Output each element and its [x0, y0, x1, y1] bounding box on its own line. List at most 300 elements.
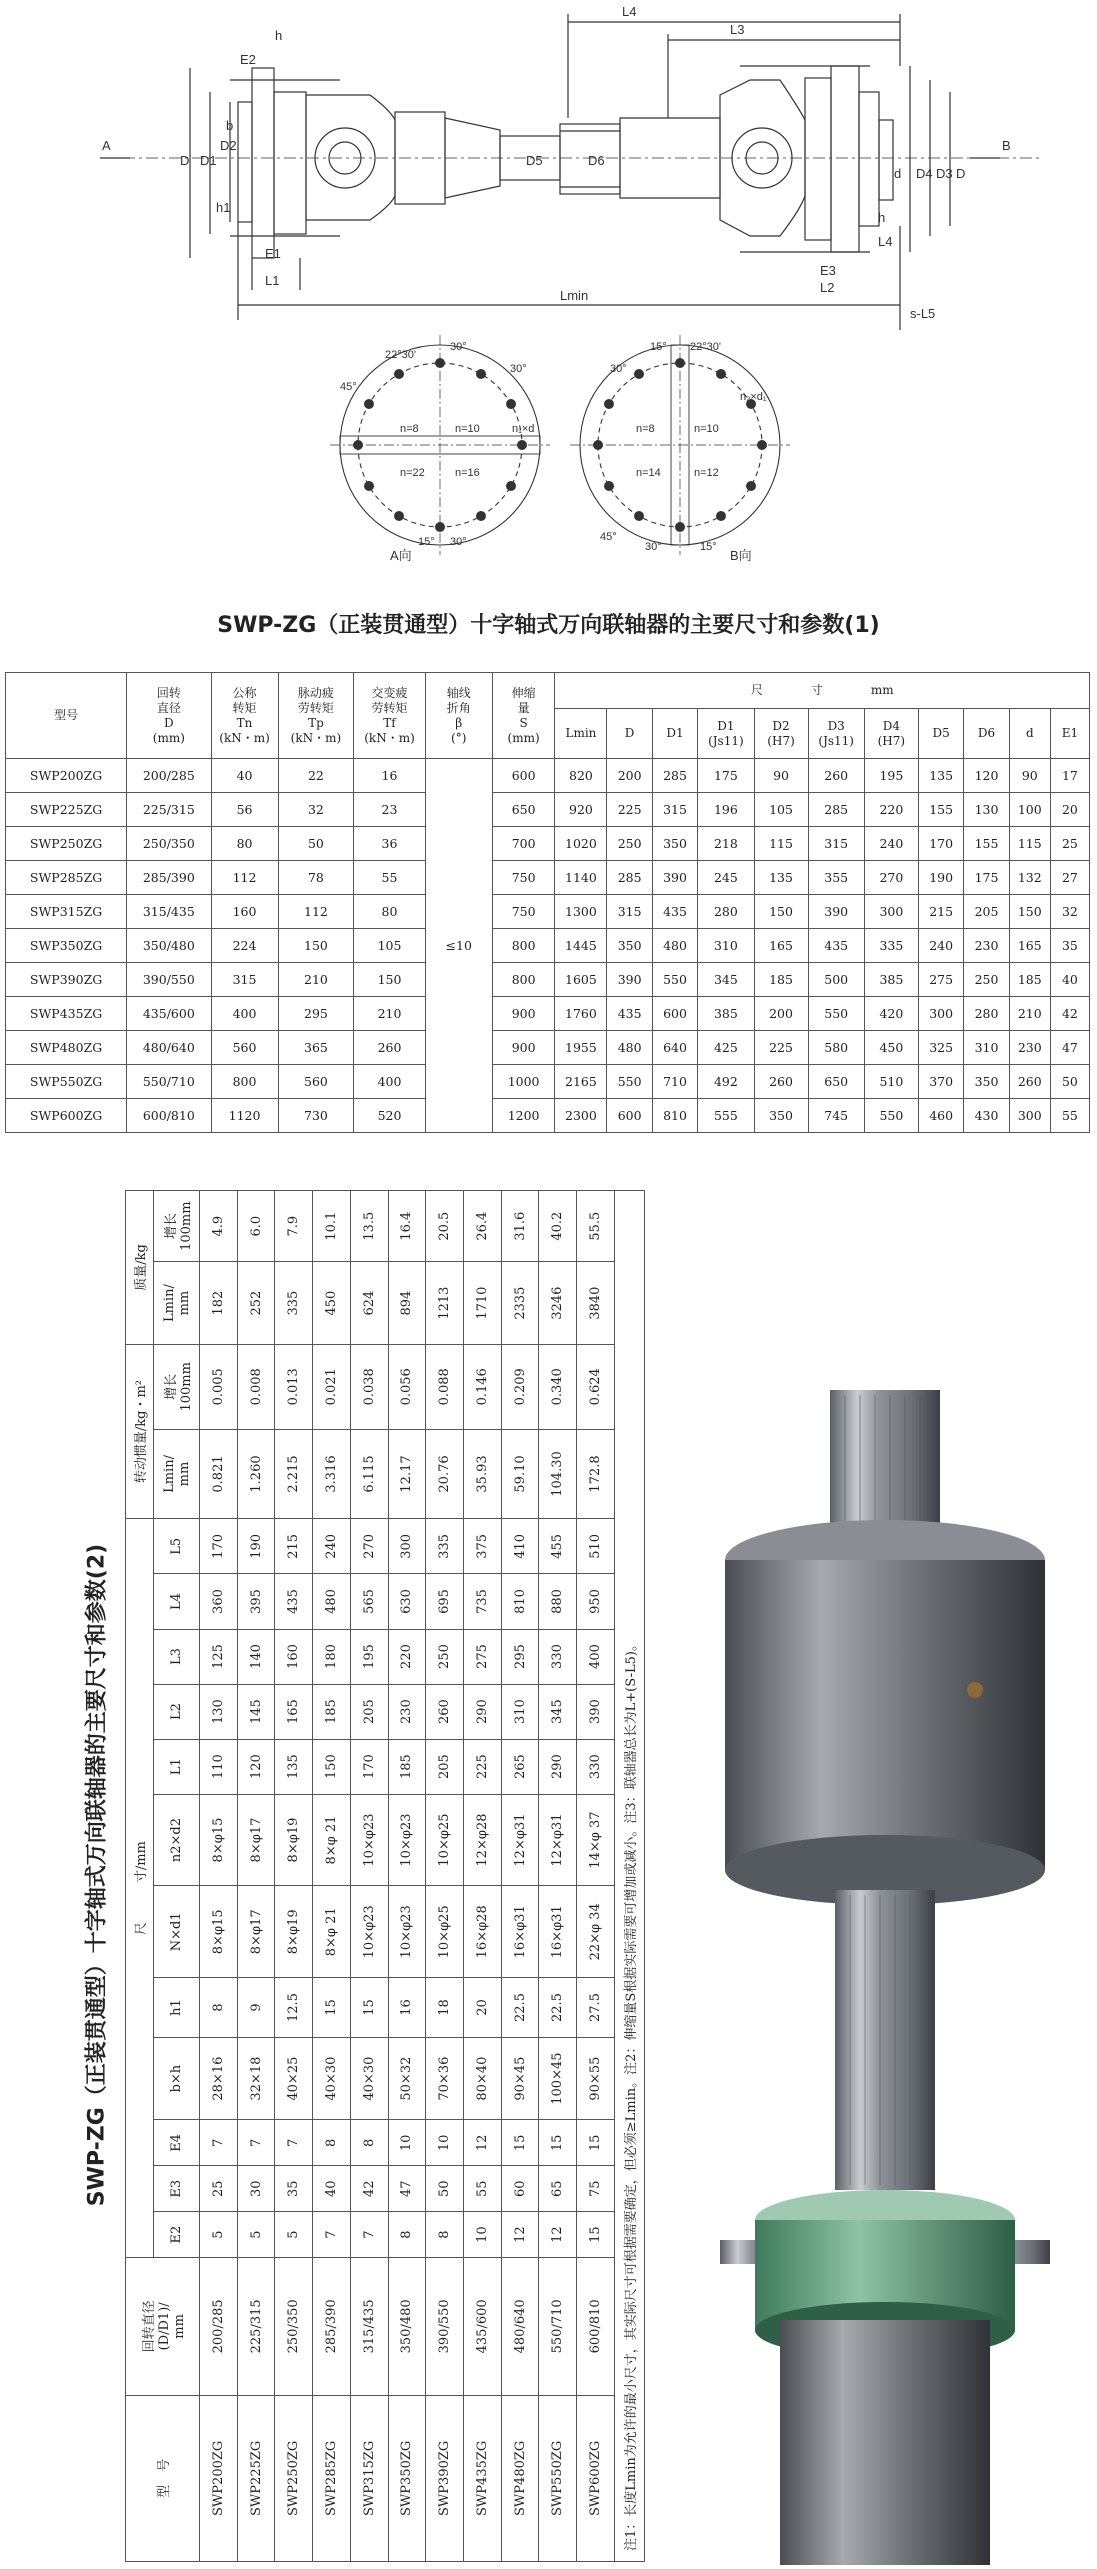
- cell-dim: 370: [918, 1065, 963, 1099]
- t2-subhead-cell: L1: [154, 1739, 200, 1794]
- cell-dim: 315: [808, 827, 864, 861]
- cell-value: 295: [501, 1629, 539, 1684]
- cell-dim: 185: [754, 963, 808, 997]
- cell-value: 8×φ 21: [313, 1794, 351, 1886]
- section-a-n10: n=10: [455, 423, 480, 435]
- t2-subhead-cell: E2: [154, 2212, 200, 2258]
- cell-value: 1213: [426, 1262, 464, 1345]
- cell-dim: 200: [607, 759, 652, 793]
- cell-value: 35: [275, 2166, 313, 2212]
- cell-value: 695: [426, 1574, 464, 1629]
- cell-swing-dia: 315/435: [350, 2258, 388, 2396]
- cell-value: 250: [426, 1629, 464, 1684]
- table-row: [6, 1065, 1090, 1099]
- cell-dim: 480: [607, 1031, 652, 1065]
- cell-value: 8: [313, 2120, 351, 2166]
- t2-head-mass-group: 质量/kg: [126, 1191, 154, 1345]
- section-a-n8: n=8: [400, 423, 419, 435]
- cell-nominal-torque: 560: [211, 1031, 278, 1065]
- section-b-n14: n=14: [636, 467, 661, 479]
- cell-value: 110: [200, 1739, 238, 1794]
- t1-head-angle: 轴线 折角 β (°): [425, 673, 492, 759]
- cell-angle: ≤10: [425, 759, 492, 1133]
- cell-value: 15: [539, 2120, 577, 2166]
- cell-value: 735: [464, 1574, 502, 1629]
- t1-head-lmin: Lmin: [555, 709, 607, 759]
- cell-value: 3840: [577, 1262, 615, 1345]
- cell-dim: 500: [808, 963, 864, 997]
- cell-value: 310: [501, 1684, 539, 1739]
- cell-value: 6.115: [350, 1429, 388, 1518]
- section-b-angle-5: 30°: [645, 541, 662, 553]
- cell-dim: 20: [1050, 793, 1089, 827]
- dim-d-left: D: [180, 153, 190, 168]
- cell-value: 3246: [539, 1262, 577, 1345]
- cell-nominal-torque: 224: [211, 929, 278, 963]
- cell-dim: 205: [964, 895, 1009, 929]
- cell-dim: 435: [607, 997, 652, 1031]
- section-a-angle-3: 45°: [340, 381, 357, 393]
- cell-swing-dia: 550/710: [539, 2258, 577, 2396]
- cell-model: SWP550ZG: [539, 2395, 577, 2561]
- cell-dim: 310: [964, 1031, 1009, 1065]
- cell-value: 375: [464, 1519, 502, 1574]
- cell-dim: 1760: [555, 997, 607, 1031]
- cell-value: 8: [388, 2212, 426, 2258]
- cell-dim: 325: [918, 1031, 963, 1065]
- cell-dim: 150: [754, 895, 808, 929]
- cell-value: 170: [200, 1519, 238, 1574]
- table-row: [464, 1191, 502, 2562]
- cell-dim: 132: [1009, 861, 1050, 895]
- t2-subhead-cell: 增长 100mm: [154, 1191, 200, 1262]
- t2-head-inertia-group: 转动惯量/kg・m²: [126, 1344, 154, 1518]
- dim-b: b: [226, 118, 234, 133]
- cell-value: 0.038: [350, 1344, 388, 1429]
- cell-value: 40×30: [350, 2037, 388, 2120]
- cell-dim: 1955: [555, 1031, 607, 1065]
- section-a-angle-2: 30°: [450, 341, 467, 353]
- cell-value: 40.2: [539, 1191, 577, 1262]
- table-row: [6, 997, 1090, 1031]
- cell-value: 195: [350, 1629, 388, 1684]
- cell-value: 26.4: [464, 1191, 502, 1262]
- cell-value: 630: [388, 1574, 426, 1629]
- cell-dim: 310: [698, 929, 754, 963]
- cell-value: 140: [237, 1629, 275, 1684]
- cell-value: 42: [350, 2166, 388, 2212]
- cell-dim: 1140: [555, 861, 607, 895]
- cell-dim: 25: [1050, 827, 1089, 861]
- cell-dim: 425: [698, 1031, 754, 1065]
- cell-nominal-torque: 315: [211, 963, 278, 997]
- cell-dim: 550: [808, 997, 864, 1031]
- cell-value: 395: [237, 1574, 275, 1629]
- cell-dim: 350: [754, 1099, 808, 1133]
- cell-value: 275: [464, 1629, 502, 1684]
- cell-model: SWP435ZG: [464, 2395, 502, 2561]
- cell-value: 40×30: [313, 2037, 351, 2120]
- cell-dim: 260: [1009, 1065, 1050, 1099]
- cell-value: 172.8: [577, 1429, 615, 1518]
- cell-dim: 385: [698, 997, 754, 1031]
- cell-value: 624: [350, 1262, 388, 1345]
- cell-dim: 510: [864, 1065, 918, 1099]
- cell-model: SWP250ZG: [275, 2395, 313, 2561]
- cell-value: 0.340: [539, 1344, 577, 1429]
- dim-l2: L2: [820, 280, 835, 295]
- cell-dim: 492: [698, 1065, 754, 1099]
- cell-dim: 185: [1009, 963, 1050, 997]
- cell-dim: 50: [1050, 1065, 1089, 1099]
- dim-lmin: Lmin: [560, 288, 589, 303]
- cell-nominal-torque: 160: [211, 895, 278, 929]
- cell-value: 0.821: [200, 1429, 238, 1518]
- cell-model: SWP350ZG: [6, 929, 127, 963]
- cell-dim: 600: [607, 1099, 652, 1133]
- cell-dim: 1020: [555, 827, 607, 861]
- cell-value: 32×18: [237, 2037, 275, 2120]
- dim-d-right-small: d: [894, 166, 902, 181]
- cell-dim: 190: [918, 861, 963, 895]
- section-b-angle-4: 45°: [600, 531, 617, 543]
- cell-value: 20: [464, 1978, 502, 2038]
- cell-pulse-torque: 32: [278, 793, 354, 827]
- joint-shaft-photo: [720, 1390, 1050, 2565]
- cell-value: 9: [237, 1978, 275, 2038]
- cell-model: SWP225ZG: [237, 2395, 275, 2561]
- cell-value: 35.93: [464, 1429, 502, 1518]
- cell-value: 25: [200, 2166, 238, 2212]
- section-a-angle-6: 30°: [450, 536, 467, 548]
- cell-dim: 240: [918, 929, 963, 963]
- cell-value: 12×φ31: [501, 1794, 539, 1886]
- cell-model: SWP390ZG: [426, 2395, 464, 2561]
- cell-dim: 435: [808, 929, 864, 963]
- t2-subhead-cell: L5: [154, 1519, 200, 1574]
- t2-subhead-cell: b×h: [154, 2037, 200, 2120]
- cell-dim: 100: [1009, 793, 1050, 827]
- cell-value: 55: [464, 2166, 502, 2212]
- cell-value: 160: [275, 1629, 313, 1684]
- cell-value: 1710: [464, 1262, 502, 1345]
- t2-subhead-cell: n2×d2: [154, 1794, 200, 1886]
- cell-dim: 115: [1009, 827, 1050, 861]
- technical-drawing: [40, 0, 1070, 600]
- cell-dim: 710: [652, 1065, 697, 1099]
- cell-dim: 550: [607, 1065, 652, 1099]
- cell-dim: 1605: [555, 963, 607, 997]
- t2-head-dims-group: 尺 寸/mm: [126, 1519, 154, 2258]
- cell-dim: 350: [607, 929, 652, 963]
- cell-value: 150: [313, 1739, 351, 1794]
- cell-value: 15: [501, 2120, 539, 2166]
- cell-value: 90×55: [577, 2037, 615, 2120]
- dim-e2: E2: [240, 52, 256, 67]
- table1: [5, 672, 1090, 1133]
- cell-dim: 385: [864, 963, 918, 997]
- cell-pulse-torque: 112: [278, 895, 354, 929]
- cell-value: 435: [275, 1574, 313, 1629]
- cell-dim: 640: [652, 1031, 697, 1065]
- cell-dim: 35: [1050, 929, 1089, 963]
- cell-dim: 580: [808, 1031, 864, 1065]
- cell-value: 15: [577, 2120, 615, 2166]
- table-row: [539, 1191, 577, 2562]
- cell-value: 80×40: [464, 2037, 502, 2120]
- cell-dim: 47: [1050, 1031, 1089, 1065]
- cell-dim: 105: [754, 793, 808, 827]
- cell-value: 5: [275, 2212, 313, 2258]
- cell-value: 0.056: [388, 1344, 426, 1429]
- cell-dim: 285: [607, 861, 652, 895]
- cell-value: 455: [539, 1519, 577, 1574]
- table2-note: 注1：长度Lmin为允许的最小尺寸，其实际尺寸可根据需要确定，但必须≥Lmin。注2：伸缩量S根据实际需要可增加或减小。注3：联轴器总长为L+(S-L5)。: [615, 1191, 645, 2562]
- cell-value: 185: [388, 1739, 426, 1794]
- cell-value: 10×φ23: [350, 1794, 388, 1886]
- cell-value: 0.013: [275, 1344, 313, 1429]
- cell-model: SWP480ZG: [501, 2395, 539, 2561]
- cell-dim: 55: [1050, 1099, 1089, 1133]
- t1-head-d1: D1: [652, 709, 697, 759]
- t2-subhead-cell: h1: [154, 1978, 200, 2038]
- cell-dim: 300: [918, 997, 963, 1031]
- cell-value: 8: [350, 2120, 388, 2166]
- cell-value: 120: [237, 1739, 275, 1794]
- cell-dim: 175: [698, 759, 754, 793]
- dim-d6: D6: [588, 153, 605, 168]
- cell-value: 565: [350, 1574, 388, 1629]
- cell-value: 170: [350, 1739, 388, 1794]
- cell-swing-dia: 225/315: [127, 793, 211, 827]
- cell-value: 65: [539, 2166, 577, 2212]
- t1-head-alt: 交变疲 劳转矩 Tf (kN・m): [354, 673, 425, 759]
- cell-stretch: 600: [492, 759, 555, 793]
- cell-dim: 170: [918, 827, 963, 861]
- dim-h-right: h: [878, 210, 886, 225]
- cell-swing-dia: 600/810: [127, 1099, 211, 1133]
- section-b-angle-2: 15°: [650, 341, 667, 353]
- cell-dim: 175: [964, 861, 1009, 895]
- t2-head-swing: 回转直径 (D/D1)/ mm: [126, 2258, 200, 2396]
- cell-value: 180: [313, 1629, 351, 1684]
- cell-value: 10×φ23: [388, 1886, 426, 1978]
- cell-value: 270: [350, 1519, 388, 1574]
- section-a-title: A向: [390, 548, 412, 563]
- cell-dim: 250: [964, 963, 1009, 997]
- cell-nominal-torque: 40: [211, 759, 278, 793]
- cell-pulse-torque: 730: [278, 1099, 354, 1133]
- dim-s-l5: s-L5: [910, 306, 936, 321]
- t1-head-d2h: D2 (H7): [754, 709, 808, 759]
- cell-dim: 42: [1050, 997, 1089, 1031]
- cell-value: 16: [388, 1978, 426, 2038]
- cell-dim: 240: [864, 827, 918, 861]
- cell-swing-dia: 285/390: [313, 2258, 351, 2396]
- cell-value: 240: [313, 1519, 351, 1574]
- cell-value: 230: [388, 1684, 426, 1739]
- t2-subhead-cell: E4: [154, 2120, 200, 2166]
- cell-value: 40: [313, 2166, 351, 2212]
- cell-dim: 315: [607, 895, 652, 929]
- cell-dim: 27: [1050, 861, 1089, 895]
- cell-dim: 2300: [555, 1099, 607, 1133]
- cell-value: 50: [426, 2166, 464, 2212]
- cell-value: 0.005: [200, 1344, 238, 1429]
- t1-head-d3js: D3 (Js11): [808, 709, 864, 759]
- section-a-angle-1: 22°30': [385, 349, 416, 361]
- cell-swing-dia: 390/550: [127, 963, 211, 997]
- cell-dim: 335: [864, 929, 918, 963]
- table-row: [426, 1191, 464, 2562]
- cell-swing-dia: 480/640: [501, 2258, 539, 2396]
- cell-value: 10: [464, 2212, 502, 2258]
- cell-stretch: 750: [492, 861, 555, 895]
- coupling-drawing-svg: [40, 0, 1070, 600]
- cell-dim: 460: [918, 1099, 963, 1133]
- cell-alt-torque: 36: [354, 827, 425, 861]
- cell-value: 22.5: [501, 1978, 539, 2038]
- section-b-angle-3: 22°30': [690, 341, 721, 353]
- table-row: [388, 1191, 426, 2562]
- cell-value: 16×φ31: [501, 1886, 539, 1978]
- view-b-label: B: [1002, 138, 1011, 153]
- cell-value: 10.1: [313, 1191, 351, 1262]
- cell-value: 7: [237, 2120, 275, 2166]
- cell-value: 28×16: [200, 2037, 238, 2120]
- table-row: [501, 1191, 539, 2562]
- cell-stretch: 1200: [492, 1099, 555, 1133]
- cell-value: 205: [426, 1739, 464, 1794]
- t2-subhead-cell: L2: [154, 1684, 200, 1739]
- cell-value: 190: [237, 1519, 275, 1574]
- section-b-holes-label: n₂×d₁: [740, 391, 767, 403]
- cell-value: 290: [464, 1684, 502, 1739]
- cell-model: SWP390ZG: [6, 963, 127, 997]
- cell-value: 8: [426, 2212, 464, 2258]
- cell-model: SWP250ZG: [6, 827, 127, 861]
- cell-model: SWP435ZG: [6, 997, 127, 1031]
- section-a-angle-5: 15°: [418, 536, 435, 548]
- cell-dim: 155: [918, 793, 963, 827]
- section-a-n16: n=16: [455, 467, 480, 479]
- cell-value: 20.76: [426, 1429, 464, 1518]
- cell-value: 15: [313, 1978, 351, 2038]
- table1-body: [6, 759, 1090, 1133]
- cell-dim: 420: [864, 997, 918, 1031]
- cell-dim: 90: [1009, 759, 1050, 793]
- cell-value: 8×φ19: [275, 1886, 313, 1978]
- cell-value: 10: [426, 2120, 464, 2166]
- cell-value: 4.9: [200, 1191, 238, 1262]
- dim-d1-left: D1: [200, 153, 217, 168]
- cell-value: 16×φ28: [464, 1886, 502, 1978]
- table-row: [6, 827, 1090, 861]
- cell-dim: 218: [698, 827, 754, 861]
- section-a-holes-label: n₁×d: [512, 423, 535, 435]
- cell-value: 30: [237, 2166, 275, 2212]
- table2-title-wrap: [80, 1190, 110, 2560]
- dim-l1: L1: [265, 273, 280, 288]
- cell-value: 10×φ25: [426, 1794, 464, 1886]
- section-a-n22: n=22: [400, 467, 425, 479]
- cell-value: 7: [313, 2212, 351, 2258]
- cell-value: 182: [200, 1262, 238, 1345]
- cell-dim: 345: [698, 963, 754, 997]
- cell-dim: 196: [698, 793, 754, 827]
- cell-dim: 2165: [555, 1065, 607, 1099]
- table-row: [200, 1191, 238, 2562]
- cell-alt-torque: 16: [354, 759, 425, 793]
- cell-swing-dia: 315/435: [127, 895, 211, 929]
- t1-head-d5: D5: [918, 709, 963, 759]
- table-row: [275, 1191, 313, 2562]
- cell-model: SWP315ZG: [350, 2395, 388, 2561]
- cell-dim: 355: [808, 861, 864, 895]
- table2: [125, 1190, 645, 2562]
- cell-value: 0.209: [501, 1344, 539, 1429]
- cell-value: 12.5: [275, 1978, 313, 2038]
- cell-value: 12.17: [388, 1429, 426, 1518]
- cell-value: 14×φ 37: [577, 1794, 615, 1886]
- cell-dim: 17: [1050, 759, 1089, 793]
- cell-value: 8: [200, 1978, 238, 2038]
- cell-value: 215: [275, 1519, 313, 1574]
- cell-dim: 165: [754, 929, 808, 963]
- cell-alt-torque: 23: [354, 793, 425, 827]
- dim-e1: E1: [265, 246, 281, 261]
- cell-value: 135: [275, 1739, 313, 1794]
- dim-d-right: D: [956, 166, 966, 181]
- cell-stretch: 1000: [492, 1065, 555, 1099]
- cell-value: 70×36: [426, 2037, 464, 2120]
- section-b-angle-6: 15°: [700, 541, 717, 553]
- cell-value: 18: [426, 1978, 464, 2038]
- cell-value: 0.021: [313, 1344, 351, 1429]
- table-row: [6, 1031, 1090, 1065]
- cell-value: 59.10: [501, 1429, 539, 1518]
- dim-l4-right: L4: [878, 234, 893, 249]
- cell-value: 10×φ25: [426, 1886, 464, 1978]
- cell-model: SWP200ZG: [6, 759, 127, 793]
- cell-value: 125: [200, 1629, 238, 1684]
- cell-swing-dia: 350/480: [388, 2258, 426, 2396]
- t1-head-stretch: 伸缩 量 S (mm): [492, 673, 555, 759]
- table-row: [6, 759, 1090, 793]
- cell-model: SWP200ZG: [200, 2395, 238, 2561]
- cell-dim: 260: [754, 1065, 808, 1099]
- cell-dim: 550: [864, 1099, 918, 1133]
- cell-swing-dia: 285/390: [127, 861, 211, 895]
- cell-value: 260: [426, 1684, 464, 1739]
- cell-value: 300: [388, 1519, 426, 1574]
- cell-value: 225: [464, 1739, 502, 1794]
- t2-head-model: 型 号: [126, 2395, 200, 2561]
- t2-subhead-cell: Lmin/ mm: [154, 1262, 200, 1345]
- cell-value: 1.260: [237, 1429, 275, 1518]
- cell-value: 10×φ23: [388, 1794, 426, 1886]
- cell-value: 55.5: [577, 1191, 615, 1262]
- cell-dim: 115: [754, 827, 808, 861]
- section-b-n8: n=8: [636, 423, 655, 435]
- section-b-n12: n=12: [694, 467, 719, 479]
- cell-value: 12: [464, 2120, 502, 2166]
- cell-model: SWP600ZG: [6, 1099, 127, 1133]
- cell-value: 13.5: [350, 1191, 388, 1262]
- cell-stretch: 900: [492, 997, 555, 1031]
- cell-dim: 225: [607, 793, 652, 827]
- cell-dim: 165: [1009, 929, 1050, 963]
